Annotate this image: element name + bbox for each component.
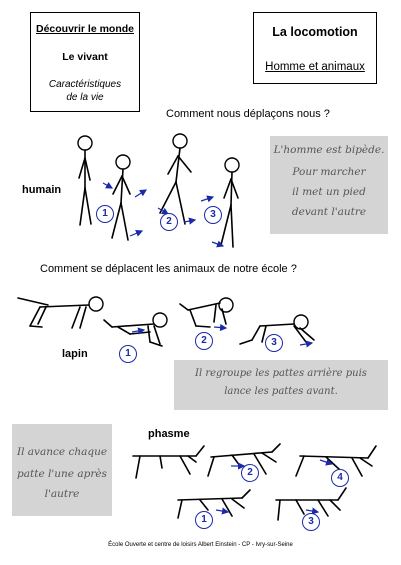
header-right-title: La locomotion [272,25,358,39]
human-note-line: devant l'autre [291,206,367,218]
rabbit-stick-icon [18,297,103,328]
rabbit-stick-icon [104,313,167,346]
stick-insect-icon [178,490,250,518]
rabbit-label: lapin [62,348,88,360]
stick-figure-icon [78,136,92,225]
human-label: humain [22,184,62,196]
human-note-line: L'homme est bipède. [273,144,385,156]
step-badge: 3 [204,206,222,224]
stick-insect-label: phasme [148,428,190,440]
human-note-line: Pour marcher [292,166,366,178]
step-badge: 2 [195,332,213,350]
animals-question: Comment se déplacent les animaux de notre école ? [40,263,297,275]
stick-insect-note-line: l'autre [44,488,80,500]
stick-figure-icon [221,158,239,247]
step-badge: 1 [119,345,137,363]
rabbit-stick-icon [180,298,233,327]
step-badge: 3 [265,334,283,352]
stick-insect-icon [133,446,204,478]
header-left-line2: de la vie [66,92,104,103]
human-question: Comment nous déplaçons nous ? [166,108,330,120]
header-left-line1: Caractéristiques [48,79,122,90]
header-left-title: Découvrir le monde [35,23,135,35]
step-badge: 1 [96,205,114,223]
rabbit-note-line: Il regroupe les pattes arrière puis [195,368,367,379]
stick-figure-icon [160,134,191,224]
step-badge: 2 [241,464,259,482]
step-badge: 1 [195,511,213,529]
header-left-subtitle: Le vivant [62,51,108,63]
footer: École Ouverte et centre de loisirs Albert Einstein - CP - Ivry-sur-Seine [108,542,293,548]
header-right-subtitle: Homme et animaux [265,61,365,73]
motion-arrow-icon [216,460,332,512]
step-badge: 2 [160,213,178,231]
stick-insect-note-line: Il avance chaque [16,446,108,458]
step-badge: 3 [302,513,320,531]
stick-insect-note-line: patte l'une après [17,468,107,480]
rabbit-note-line: lance les pattes avant. [224,386,338,397]
stick-figure-icon [112,155,130,240]
human-note-line: il met un pied [292,186,366,198]
step-badge: 4 [331,469,349,487]
